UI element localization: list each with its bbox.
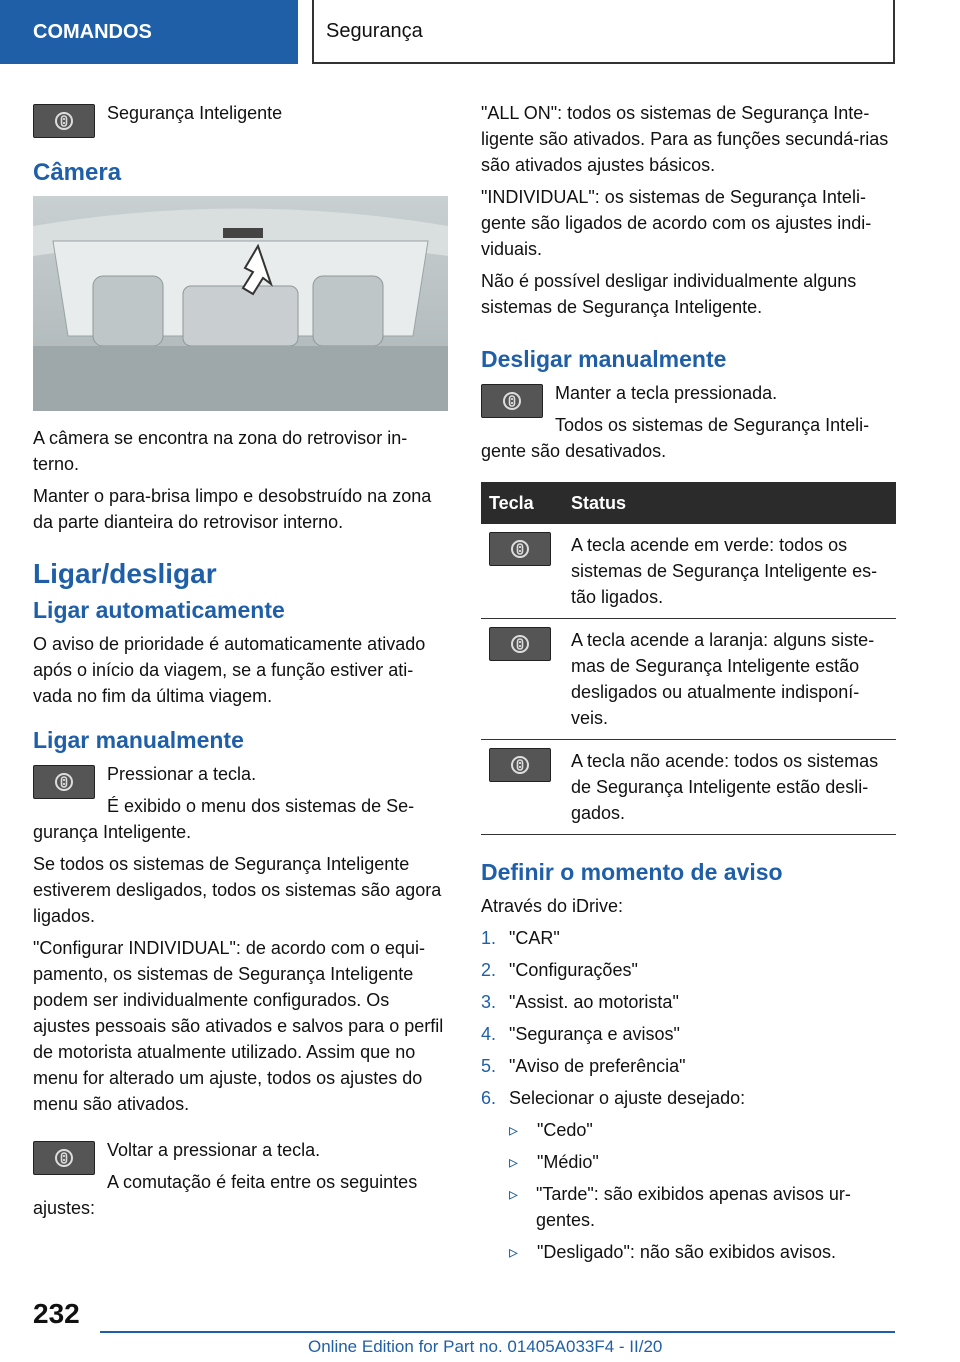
triangle-bullet-icon: ▹ — [509, 1120, 519, 1140]
off-key-row — [481, 380, 896, 470]
intelligent-safety-key-icon — [33, 765, 95, 799]
triangle-bullet-icon: ▹ — [509, 1242, 519, 1262]
off-paragraph-1: Manter a tecla pressionada. — [555, 383, 778, 403]
camera-location-photo — [33, 196, 448, 411]
header-title: Segurança — [326, 19, 423, 42]
list-item: 5. "Aviso de preferência" — [481, 1056, 686, 1076]
table-header-status: Status — [563, 482, 896, 524]
status-cell: A tecla acende em verde: todos os sistemas de Segurança Inteligente es-tão ligados. — [563, 524, 896, 619]
warn-intro: Através do iDrive: — [481, 896, 624, 916]
footer-edition: Online Edition for Part no. 01405A033F4 - II/20 — [308, 1337, 663, 1356]
substeps-list — [509, 1117, 896, 1265]
list-item: ▹ "Cedo" — [509, 1117, 896, 1143]
table-row — [481, 740, 896, 835]
table-row — [481, 619, 896, 740]
status-cell: A tecla acende a laranja: alguns siste-mas de Segurança Inteligente estão desligados ou atualmente indisponí-veis. — [563, 619, 896, 740]
right-column — [481, 100, 896, 1271]
footer-divider — [100, 1331, 895, 1333]
auto-paragraph: O aviso de prioridade é automaticamente ativado após o início da viagem, se a função estiver ati-vada no fim da última viagem. — [33, 634, 426, 706]
manual-paragraph-3: Se todos os sistemas de Segurança Inteligente estiverem desligados, todos os sistemas são agora ligados. — [33, 854, 442, 926]
onoff-heading: Ligar/desligar — [33, 558, 217, 589]
list-item: 3. "Assist. ao motorista" — [481, 992, 679, 1012]
allon-paragraph: "ALL ON": todos os sistemas de Segurança Inte-ligente são ativados. Para as funções secundá-rias são ativados ajustes básicos. — [481, 103, 889, 175]
manual-key-row — [33, 761, 448, 851]
auto-heading: Ligar automaticamente — [33, 597, 285, 623]
list-item: 2. "Configurações" — [481, 960, 638, 980]
manual-paragraph-4: "Configurar INDIVIDUAL": de acordo com o equi-pamento, os sistemas de Segurança Inteligente podem ser individualmente configurados. Os ajustes pessoais são ativados e salvos para o perfil de motorista atualmente utilizado. Assim que no menu for alterado um ajuste, todos os ajustes do menu são ativados. — [33, 938, 444, 1114]
key-orange-icon — [489, 627, 551, 661]
off-heading: Desligar manualmente — [481, 346, 727, 372]
press-again-paragraph-1: Voltar a pressionar a tecla. — [107, 1140, 321, 1160]
table-header-row — [481, 482, 896, 524]
triangle-bullet-icon: ▹ — [509, 1184, 519, 1204]
key-caption: Segurança Inteligente — [107, 103, 283, 123]
left-column — [33, 100, 448, 1227]
list-item: 4. "Segurança e avisos" — [481, 1024, 680, 1044]
list-item: 1. "CAR" — [481, 928, 560, 948]
manual-paragraph-2: É exibido o menu dos sistemas de Se-gurança Inteligente. — [33, 796, 415, 842]
press-again-paragraph-2: A comutação é feita entre os seguintes ajustes: — [33, 1172, 418, 1218]
not-possible-paragraph: Não é possível desligar individualmente alguns sistemas de Segurança Inteligente. — [481, 271, 857, 317]
list-item: ▹ "Desligado": não são exibidos avisos. — [509, 1239, 896, 1265]
list-item: ▹ "Tarde": são exibidos apenas avisos ur-gentes. — [509, 1181, 896, 1233]
individual-paragraph: "INDIVIDUAL": os sistemas de Segurança Inteli-gente são ligados de acordo com os ajustes indi-viduais. — [481, 187, 872, 259]
intelligent-safety-key-icon — [481, 384, 543, 418]
camera-paragraph-1: A câmera se encontra na zona do retrovisor in-terno. — [33, 428, 408, 474]
intelligent-safety-key-icon — [33, 104, 95, 138]
intelligent-safety-key-icon — [33, 1141, 95, 1175]
table-header-key: Tecla — [481, 482, 563, 524]
key-status-table — [481, 482, 896, 835]
key-green-icon — [489, 532, 551, 566]
list-item: 6. Selecionar o ajuste desejado: — [481, 1088, 746, 1108]
manual-heading: Ligar manualmente — [33, 727, 244, 753]
list-item: ▹ "Médio" — [509, 1149, 896, 1175]
manual-paragraph-1: Pressionar a tecla. — [107, 764, 257, 784]
off-paragraph-2: Todos os sistemas de Segurança Inteli-gente são desativados. — [481, 415, 870, 461]
key-caption-row — [33, 100, 448, 142]
section-label: COMANDOS — [33, 20, 152, 43]
camera-heading: Câmera — [33, 159, 122, 186]
triangle-bullet-icon: ▹ — [509, 1152, 519, 1172]
warn-heading: Definir o momento de aviso — [481, 859, 783, 885]
page-number: 232 — [33, 1298, 80, 1329]
camera-paragraph-2: Manter o para-brisa limpo e desobstruído na zona da parte dianteira do retrovisor interno. — [33, 486, 432, 532]
table-row — [481, 524, 896, 619]
key-off-icon — [489, 748, 551, 782]
press-again-key-row — [33, 1137, 448, 1227]
page-header — [312, 0, 895, 64]
section-tab — [0, 0, 298, 64]
status-cell: A tecla não acende: todos os sistemas de Segurança Inteligente estão desli-gados. — [563, 740, 896, 835]
steps-list — [481, 925, 896, 1111]
